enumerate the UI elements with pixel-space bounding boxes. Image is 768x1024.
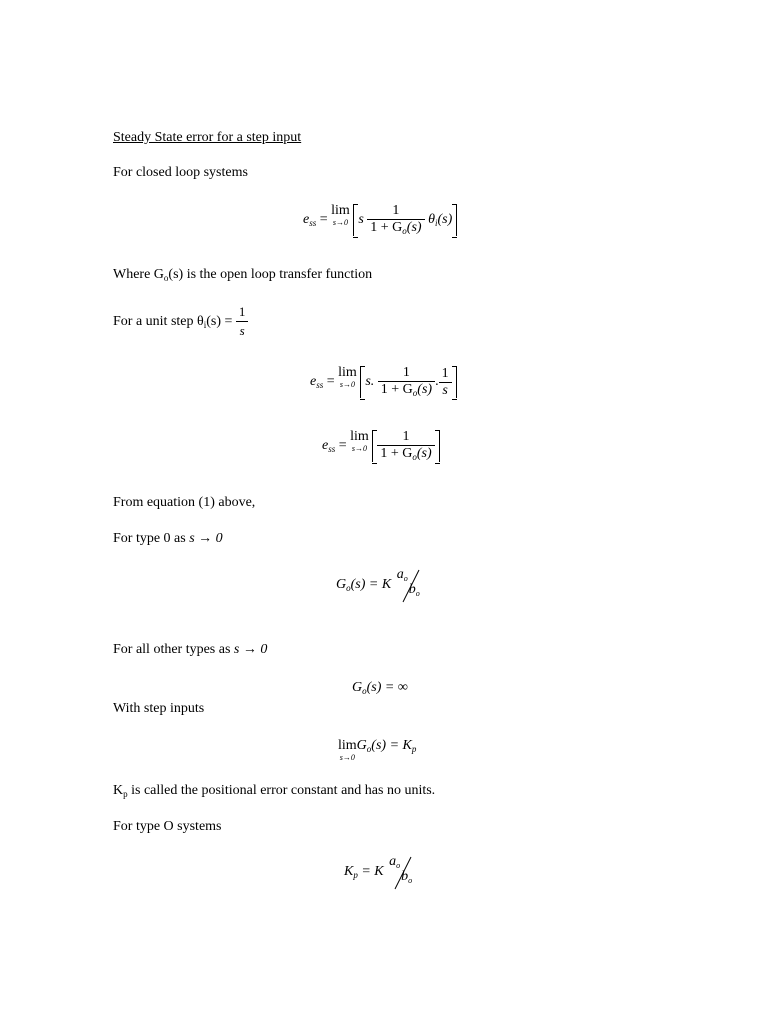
from-equation-text: From equation (1) above, [113, 495, 256, 510]
equation-ess-simplified: $e_{ss}$ = lim s→0 $\frac{1}{1 + G_o(s)}$ [322, 430, 440, 462]
limit-operator: lim s→0 [350, 429, 369, 453]
where-text: Where $G_o(s)$ is the open loop transfer function [113, 267, 373, 283]
ess-symbol: e [303, 212, 310, 228]
limit-operator: lim s→0 [338, 738, 357, 762]
fraction: $\frac{1}{s}$ [439, 367, 452, 398]
slash-fraction: $a_o$ $b_o$ [395, 568, 423, 602]
type0-text: For type 0 as s → 0 [113, 531, 223, 546]
type-o-text: For type O systems [113, 819, 222, 834]
unit-step-text: For a unit step $\theta_i(s)$ = $\frac{1}{s}$ [113, 304, 248, 343]
equation-go-infinity: $G_o(s)$ = ∞ [352, 680, 408, 696]
fraction: $\frac{1}{1 + G_o(s)}$ [378, 366, 435, 398]
bracket-group: s $\frac{1}{1 + G_o(s)}$ $\theta_i(s)$ [353, 204, 457, 236]
step-inputs-text: With step inputs [113, 701, 205, 716]
equation-kp-definition: lim s→0 $G_o(s) = K_p$ [338, 738, 417, 762]
closed-loop-text: For closed loop systems [113, 165, 248, 180]
limit-operator: lim s→0 [331, 203, 350, 227]
bracket-group [372, 430, 439, 462]
equation-go-type0: $G_o(s) = K$ $a_o$ $b_o$ [336, 568, 423, 602]
equation-ess-general: $e_{ss}$ = lim s→0 s $\frac{1}{1 + G_o(s)}$ $\theta_i(s)$ [303, 204, 457, 236]
bracket-group: s. $\frac{1}{1 + G_o(s)}$ . $\frac{1}{s}$ [360, 366, 456, 398]
equation-kp-type0: $K_p = K$ $a_o$ $b_o$ [344, 855, 415, 889]
fraction: $\frac{1}{1 + G_o(s)}$ [367, 204, 424, 236]
fraction: $\frac{1}{1 + G_o(s)}$ [377, 430, 434, 462]
other-types-text: For all other types as s → 0 [113, 642, 268, 657]
section-heading: Steady State error for a step input [113, 130, 302, 145]
one-over-s: $\frac{1}{s}$ [236, 304, 249, 339]
kp-description: $K_p$ is called the positional error constant and has no units. [113, 783, 436, 799]
slash-fraction: $a_o$ $b_o$ [387, 855, 415, 889]
limit-operator: lim s→0 [338, 365, 357, 389]
equation-ess-step: $e_{ss}$ = lim s→0 s. $\frac{1}{1 + G_o(s)}$ . $\frac{1}{s}$ [310, 366, 457, 398]
